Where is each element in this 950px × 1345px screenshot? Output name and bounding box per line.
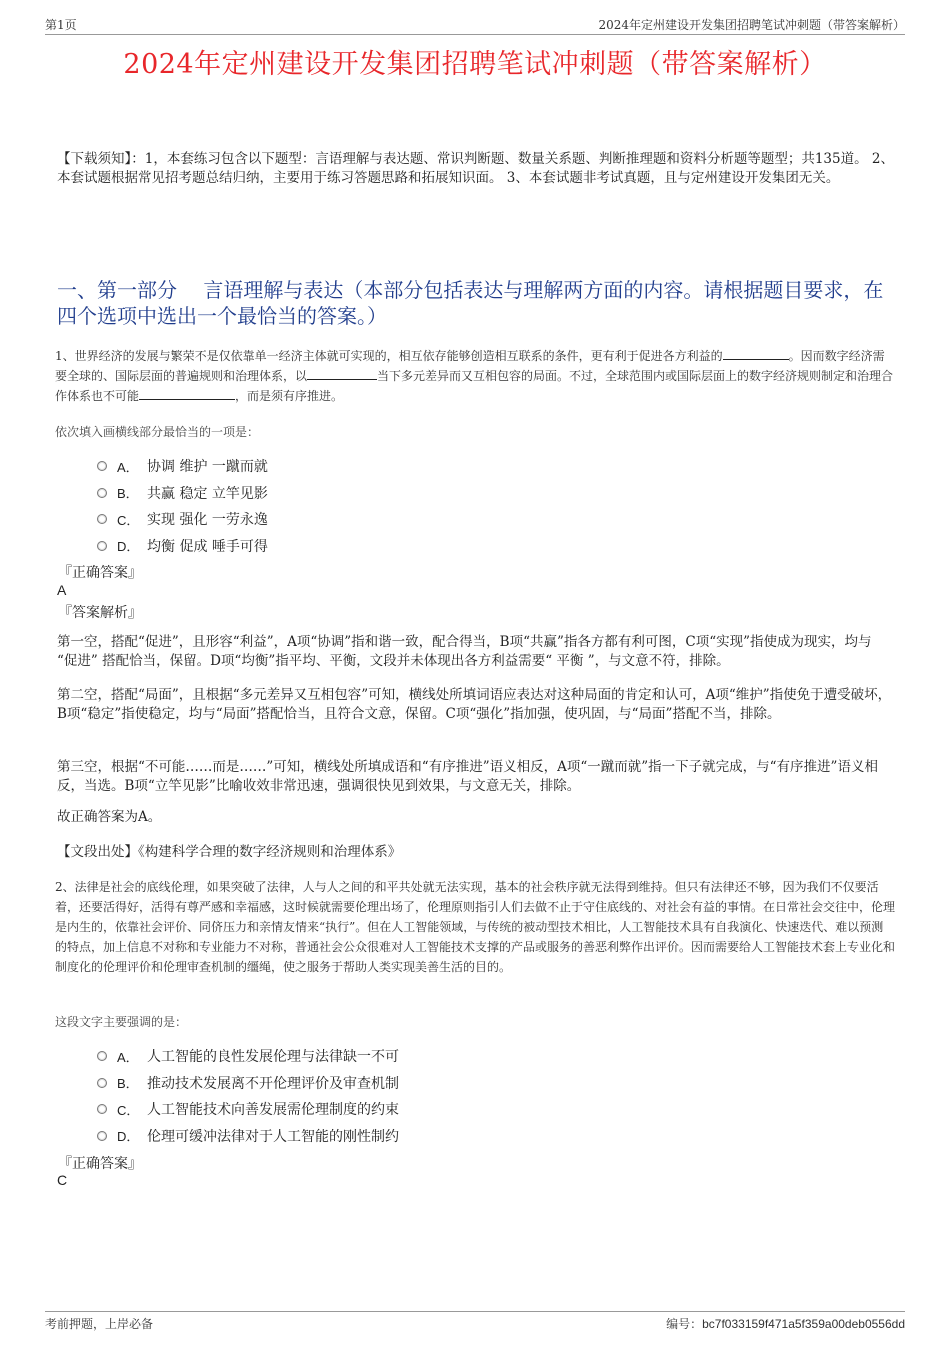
option-letter: C． bbox=[117, 512, 140, 528]
option-letter: A． bbox=[117, 1049, 139, 1065]
page-header bbox=[45, 14, 905, 35]
analysis-paragraph: 第一空，搭配“促进”，且形容“利益”，A项“协调”指和谐一致，配合得当，B项“共赢”指各方都有利可图，C项“实现”指使成为现实，均与 “促进” 搭配恰当，保留。D项“均衡”指平均、平衡，文段并未体现出各方利益需要“ 平衡 ”，与文意不符，排除。 bbox=[57, 634, 872, 669]
analysis-conclusion: 故正确答案为A。 bbox=[57, 809, 162, 825]
option-c[interactable] bbox=[97, 506, 268, 533]
document-title: 2024年定州建设开发集团招聘笔试冲刺题（带答案解析） bbox=[123, 49, 827, 80]
option-text: 推动技术发展离不开伦理评价及审查机制 bbox=[147, 1075, 399, 1092]
question-1-text bbox=[55, 346, 895, 406]
option-letter: A． bbox=[117, 459, 139, 475]
option-d[interactable] bbox=[97, 533, 268, 560]
option-letter: C． bbox=[117, 1102, 140, 1118]
q1-text-part: 。因而数字经济需要全球的、国际层面的普遍规则和治理体系，以 bbox=[55, 349, 885, 383]
q1-text-part: ，而是须有序推进。 bbox=[235, 389, 344, 403]
option-letter: B． bbox=[117, 486, 139, 502]
option-c[interactable] bbox=[97, 1096, 399, 1123]
page-footer bbox=[45, 1311, 905, 1332]
fill-blank bbox=[307, 367, 377, 380]
footer-code bbox=[666, 1315, 905, 1332]
radio-icon[interactable] bbox=[97, 488, 107, 498]
radio-icon[interactable] bbox=[97, 1051, 107, 1061]
analysis-paragraph: 第三空，根据“不可能……而是……”可知，横线处所填成语和“有序推进”语义相反，A项“一蹴而就”指一下子就完成，与“有序推进”语义相反，当选。B项“立竿见影”比喻收效非常迅速，强调很快见到效果，与文意无关，排除。 bbox=[57, 759, 878, 794]
option-text: 人工智能技术向善发展需伦理制度的约束 bbox=[147, 1102, 399, 1119]
question-2-options bbox=[97, 1043, 399, 1149]
radio-icon[interactable] bbox=[97, 1078, 107, 1088]
correct-answer: A bbox=[57, 582, 67, 598]
option-letter: D． bbox=[117, 539, 140, 555]
option-text: 人工智能的良性发展伦理与法律缺一不可 bbox=[147, 1049, 399, 1066]
analysis-paragraph: 第二空，搭配“局面”，且根据“多元差异又互相包容”可知，横线处所填词语应表达对这种局面的肯定和认可，A项“维护”指使免于遭受破坏，B项“稳定”指使稳定，均与“局面”搭配恰当，且符合文意，保留。C项“强化”指加强，使巩固，与“局面”搭配不当，排除。 bbox=[57, 687, 892, 722]
code-label: 编号： bbox=[666, 1317, 703, 1331]
correct-answer: C bbox=[57, 1172, 68, 1188]
radio-icon[interactable] bbox=[97, 461, 107, 471]
fill-blank bbox=[139, 387, 235, 400]
fill-blank bbox=[723, 347, 789, 360]
option-a[interactable] bbox=[97, 453, 268, 480]
option-text: 共赢 稳定 立竿见影 bbox=[147, 485, 268, 502]
answer-label: 『正确答案』 bbox=[58, 1156, 142, 1172]
option-letter: B． bbox=[117, 1076, 139, 1092]
header-doc-title: 2024年定州建设开发集团招聘笔试冲刺题（带答案解析） bbox=[598, 17, 905, 32]
q1-text-part: 当下多元差异而又互相包容的局面。不过，全球范围内或国际层面上的数字经济规则制定和治理合作体系也不可能 bbox=[55, 369, 894, 403]
question-2-prompt: 这段文字主要强调的是： bbox=[55, 1015, 188, 1029]
question-1-prompt: 依次填入画横线部分最恰当的一项是： bbox=[55, 425, 260, 439]
source-citation: 【文段出处】《构建科学合理的数字经济规则和治理体系》 bbox=[57, 844, 402, 860]
option-text: 协调 维护 一蹴而就 bbox=[147, 459, 268, 476]
section-title: 一、第一部分 言语理解与表达（本部分包括表达与理解两方面的内容。请根据题目要求，在四个选项中选出一个最恰当的答案。） bbox=[57, 278, 884, 328]
option-text: 伦理可缓冲法律对于人工智能的刚性制约 bbox=[147, 1128, 399, 1145]
radio-icon[interactable] bbox=[97, 1131, 107, 1141]
option-b[interactable] bbox=[97, 1070, 399, 1097]
option-a[interactable] bbox=[97, 1043, 399, 1070]
option-text: 实现 强化 一劳永逸 bbox=[147, 512, 268, 529]
option-letter: D． bbox=[117, 1129, 140, 1145]
radio-icon[interactable] bbox=[97, 541, 107, 551]
option-d[interactable] bbox=[97, 1123, 399, 1150]
answer-label: 『正确答案』 bbox=[58, 565, 142, 581]
q1-text-part: 1、世界经济的发展与繁荣不是仅依靠单一经济主体就可实现的，相互依存能够创造相互联系的条件，更有利于促进各方利益的 bbox=[55, 349, 723, 363]
radio-icon[interactable] bbox=[97, 514, 107, 524]
code-value: bc7f033159f471a5f359a00deb0556dd bbox=[702, 1317, 905, 1331]
question-2-text: 2、法律是社会的底线伦理，如果突破了法律，人与人之间的和平共处就无法实现，基本的社会秩序就无法得到维持。但只有法律还不够，因为我们不仅要活着，还要活得好，活得有尊严感和幸福感，这时候就需要伦理出场了，伦理原则指引人们去做不止于守住底线的、对社会有益的事情。在日常社会交往中，伦理是内生的，依靠社会评价、同侪压力和亲情友情来“执行”。但在人工智能领域，与传统的被动型技术相比，人工智能技术具有自我演化、快速迭代、难以预测的特点，加上信息不对称和专业能力不对称，普通社会公众很难对人工智能技术支撑的产品或服务的善恶利弊作出评价。因而需要给人工智能技术套上专业化和制度化的伦理评价和伦理审查机制的缰绳，使之服务于帮助人类实现美善生活的目的。 bbox=[55, 880, 896, 974]
option-b[interactable] bbox=[97, 480, 268, 507]
option-text: 均衡 促成 唾手可得 bbox=[147, 538, 268, 555]
download-notice: 【下载须知】：1，本套练习包含以下题型：言语理解与表达题、常识判断题、数量关系题、判断推理题和资料分析题等题型；共135道。 2、本套试题根据常见招考题总结归纳，主要用于练习答题思路和拓展知识面。 3、本套试题非考试真题，且与定州建设开发集团无关。 bbox=[57, 151, 894, 186]
radio-icon[interactable] bbox=[97, 1104, 107, 1114]
analysis-label: 『答案解析』 bbox=[58, 605, 142, 621]
footer-slogan: 考前押题，上岸必备 bbox=[45, 1317, 154, 1331]
question-1-options bbox=[97, 453, 268, 559]
page-number: 第1页 bbox=[45, 17, 77, 32]
